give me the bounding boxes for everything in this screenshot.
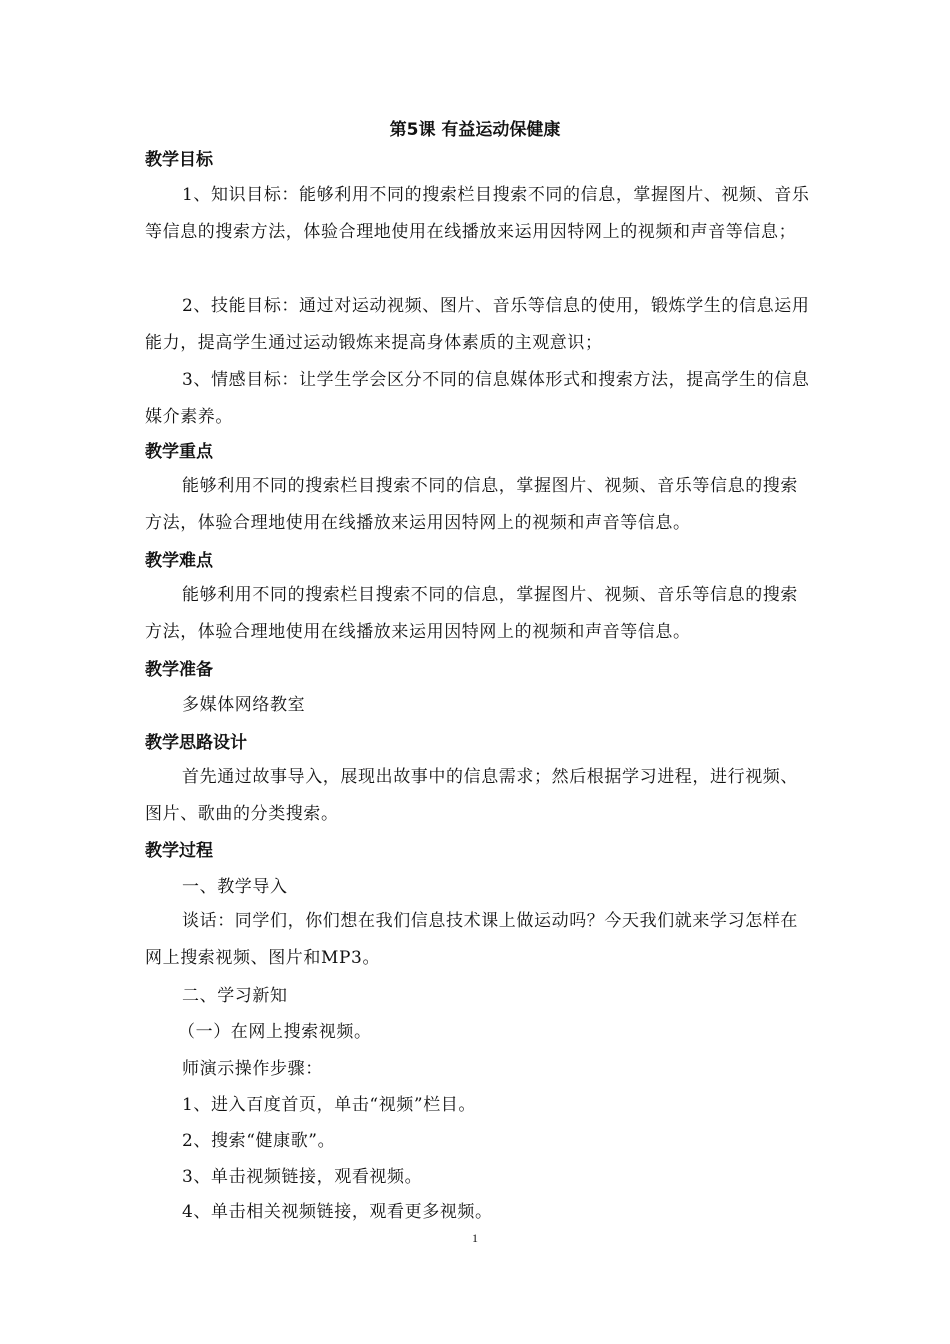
document-title: 第5课 有益运动保健康 [389,120,561,140]
step-item: 3、单击视频链接，观看视频。 [182,1167,423,1187]
difficulties-text: 能够利用不同的搜索栏目搜索不同的信息，掌握图片、视频、音乐等信息的搜索方法，体验合理地使用在线播放来运用因特网上的视频和声音等信息。 [145,585,798,642]
objective-item: 1、知识目标：能够利用不同的搜索栏目搜索不同的信息，掌握图片、视频、音乐等信息的搜索方法，体验合理地使用在线播放来运用因特网上的视频和声音等信息； [145,185,810,242]
preparation-text: 多媒体网络教室 [182,695,306,715]
heading-design: 教学思路设计 [145,733,247,753]
heading-key-points: 教学重点 [145,442,213,462]
heading-preparation: 教学准备 [145,660,213,680]
step-item: 2、搜索“健康歌”。 [182,1131,336,1151]
design-text: 首先通过故事导入，展现出故事中的信息需求；然后根据学习进程，进行视频、图片、歌曲的分类搜索。 [145,767,798,824]
heading-objectives: 教学目标 [145,150,213,170]
demo-label: 师演示操作步骤： [182,1059,323,1079]
heading-process: 教学过程 [145,841,213,861]
page-number: 1 [472,1231,478,1245]
objective-item: 3、情感目标：让学生学会区分不同的信息媒体形式和搜索方法，提高学生的信息媒介素养。 [145,370,810,427]
process-sub1-title: （一）在网上搜索视频。 [178,1022,372,1042]
step-item: 1、进入百度首页，单击“视频”栏目。 [182,1095,476,1115]
process-part1-text: 谈话：同学们，你们想在我们信息技术课上做运动吗？今天我们就来学习怎样在网上搜索视频、图片和MP3。 [145,911,798,968]
heading-difficulties: 教学难点 [145,551,213,571]
process-part2-title: 二、学习新知 [182,986,288,1006]
key-points-text: 能够利用不同的搜索栏目搜索不同的信息，掌握图片、视频、音乐等信息的搜索方法，体验合理地使用在线播放来运用因特网上的视频和声音等信息。 [145,476,798,533]
step-item: 4、单击相关视频链接，观看更多视频。 [182,1202,493,1222]
process-part1-title: 一、教学导入 [182,877,288,897]
objective-item: 2、技能目标：通过对运动视频、图片、音乐等信息的使用，锻炼学生的信息运用能力，提高学生通过运动锻炼来提高身体素质的主观意识； [145,296,810,353]
